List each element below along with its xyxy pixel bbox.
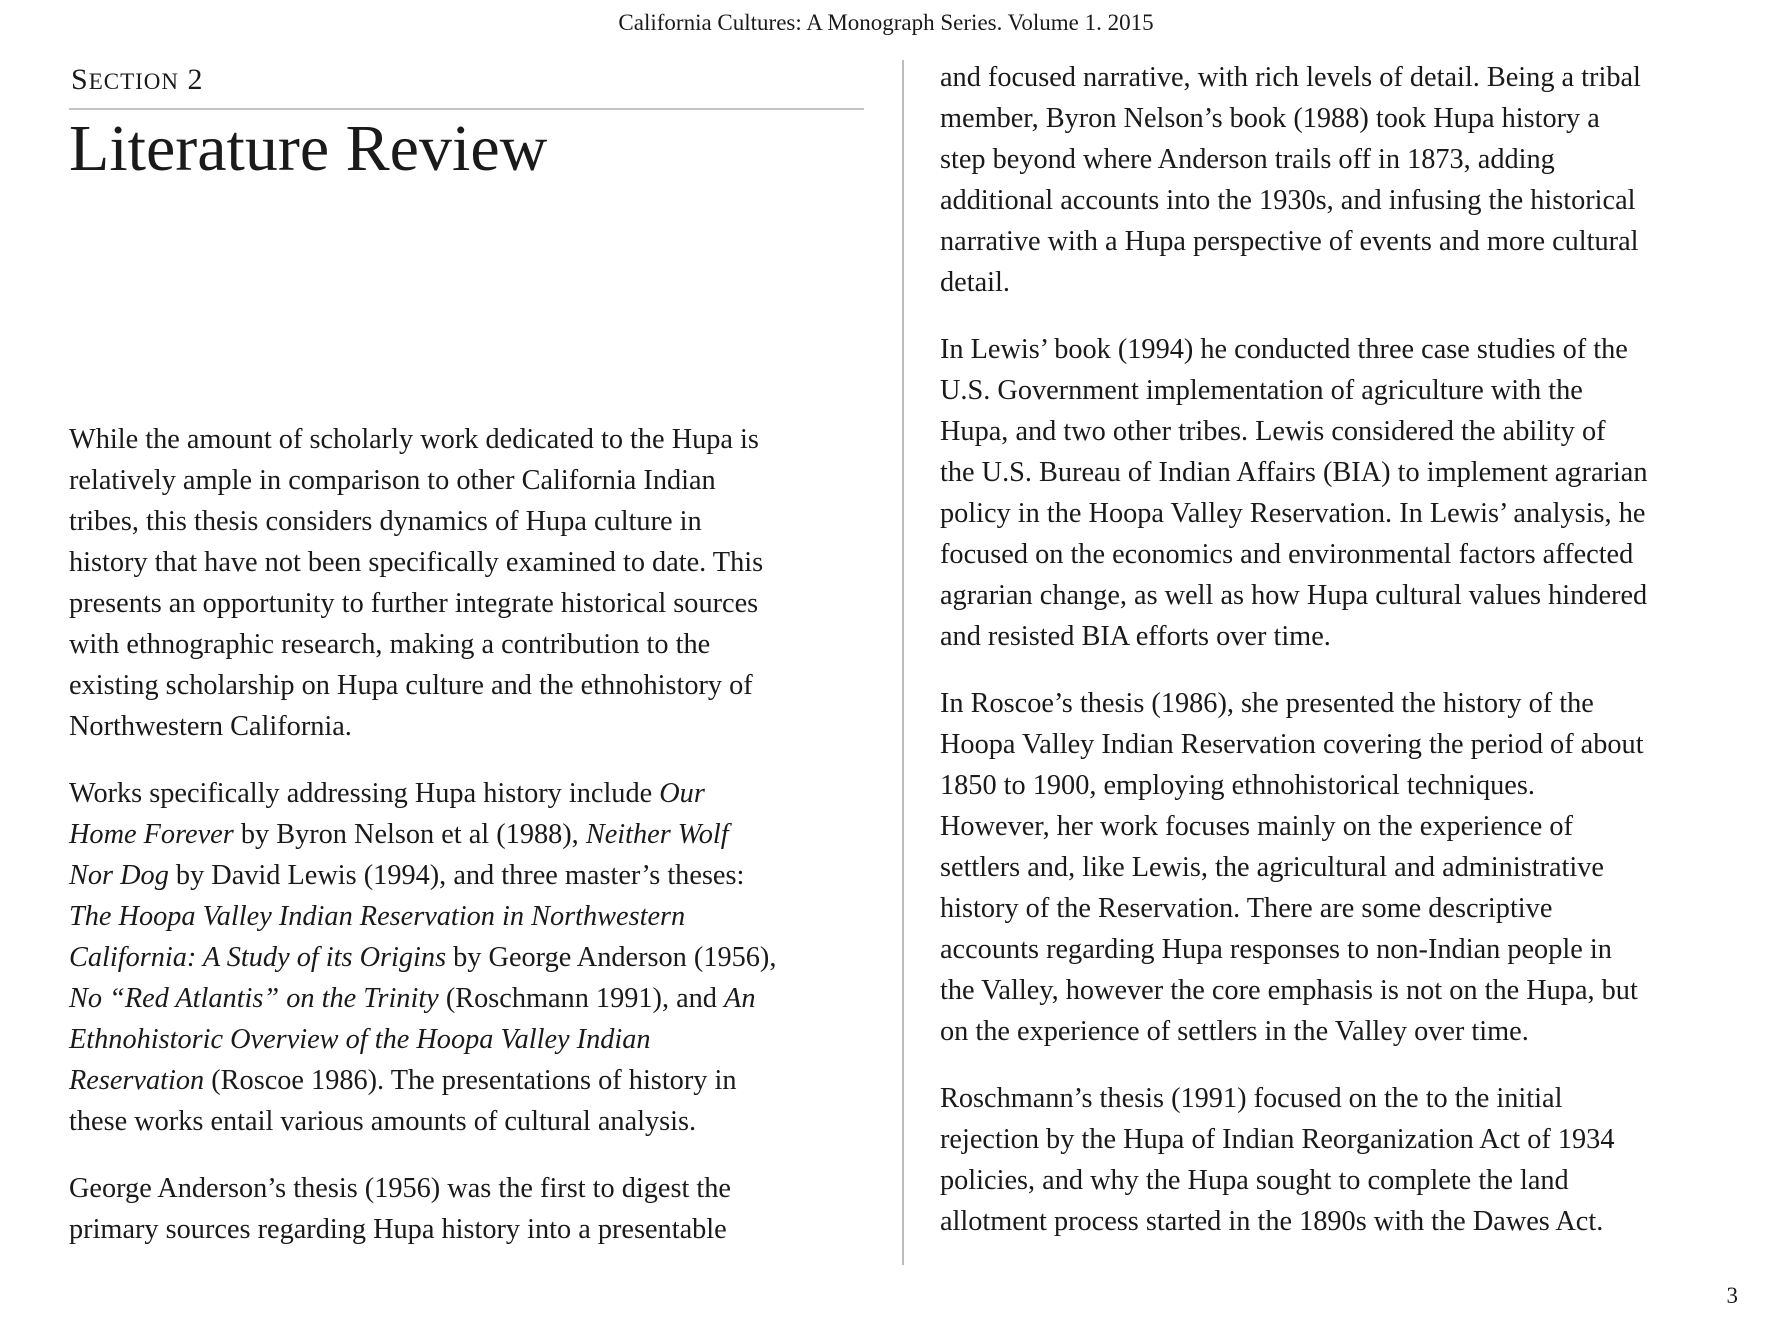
section-heading-block: [69, 62, 869, 230]
paragraph: In Roscoe’s thesis (1986), she presented the history of the Hoopa Valley Indian Reservation covering the period of about 1850 to 1900, employing ethnohistorical techniques. However, her work focuses mainly on the experience of settlers and, like Lewis, the agricultural and administrative history of the Reservation. There are some descriptive accounts regarding Hupa responses to non-Indian people in the Valley, however the core emphasis is not on the Hupa, but on the experience of settlers in the Valley over time.: [940, 688, 1644, 1047]
work-title: The Hoopa Valley Indian Reservation in Northwestern California: A Study of its Origins: [69, 901, 686, 973]
column-divider: [902, 60, 904, 1265]
page-title: Literature Review: [69, 112, 548, 185]
work-title: No “Red Atlantis” on the Trinity: [69, 983, 439, 1014]
paragraph: Roschmann’s thesis (1991) focused on the to the initial rejection by the Hupa of Indian Reorganization Act of 1934 policies, and why the Hupa sought to complete the land allotment process started in the 1890s with the Dawes Act.: [940, 1083, 1615, 1237]
work-title: Neither Wolf Nor Dog: [69, 819, 729, 891]
page-number: 3: [1726, 1283, 1738, 1308]
heading-rule: [69, 108, 864, 110]
text-run: by George Anderson (1956),: [453, 942, 777, 973]
work-title: Our Home Forever: [69, 778, 705, 850]
section-label-smallcaps: ECTION: [88, 69, 180, 94]
paragraph-works: [69, 773, 889, 1142]
section-label-initial: S: [71, 63, 89, 96]
right-column: [940, 57, 1740, 1268]
text-run: by Byron Nelson et al (1988),: [233, 819, 586, 850]
text-run: (Roscoe 1986). The presentations of history in these works entail various amounts of cultural analysis.: [69, 1065, 737, 1137]
paragraph: George Anderson’s thesis (1956) was the first to digest the primary sources regarding Hupa history into a presentable: [69, 1173, 731, 1245]
text-run: (Roschmann 1991), and: [438, 983, 725, 1014]
section-label: [69, 62, 869, 100]
left-column: [69, 419, 889, 1276]
text-run: by David Lewis (1994), and three master’s theses:: [175, 860, 745, 891]
text-run: Works specifically addressing Hupa history include: [69, 778, 660, 809]
paragraph: While the amount of scholarly work dedicated to the Hupa is relatively ample in comparison to other California Indian tribes, this thesis considers dynamics of Hupa culture in history that have not been specifically examined to date. This presents an opportunity to further integrate historical sources with ethnographic research, making a contribution to the existing scholarship on Hupa culture and the ethnohistory of Northwestern California.: [69, 424, 764, 742]
paragraph: In Lewis’ book (1994) he conducted three case studies of the U.S. Government implementation of agriculture with the Hupa, and two other tribes. Lewis considered the ability of the U.S. Bureau of Indian Affairs (BIA) to implement agrarian policy in the Hoopa Valley Reservation. In Lewis’ analysis, he focused on the economics and environmental factors affected agrarian change, as well as how Hupa cultural values hindered and resisted BIA efforts over time.: [940, 334, 1648, 652]
running-header: California Cultures: A Monograph Series. Volume 1. 2015: [618, 10, 1154, 35]
section-number: 2: [187, 63, 204, 96]
paragraph: and focused narrative, with rich levels of detail. Being a tribal member, Byron Nelson’s book (1988) took Hupa history a step beyond where Anderson trails off in 1873, adding additional accounts into the 1930s, and infusing the historical narrative with a Hupa perspective of events and more cultural detail.: [940, 62, 1641, 298]
work-title: An Ethnohistoric Overview of the Hoopa Valley Indian Reservation: [69, 983, 756, 1096]
